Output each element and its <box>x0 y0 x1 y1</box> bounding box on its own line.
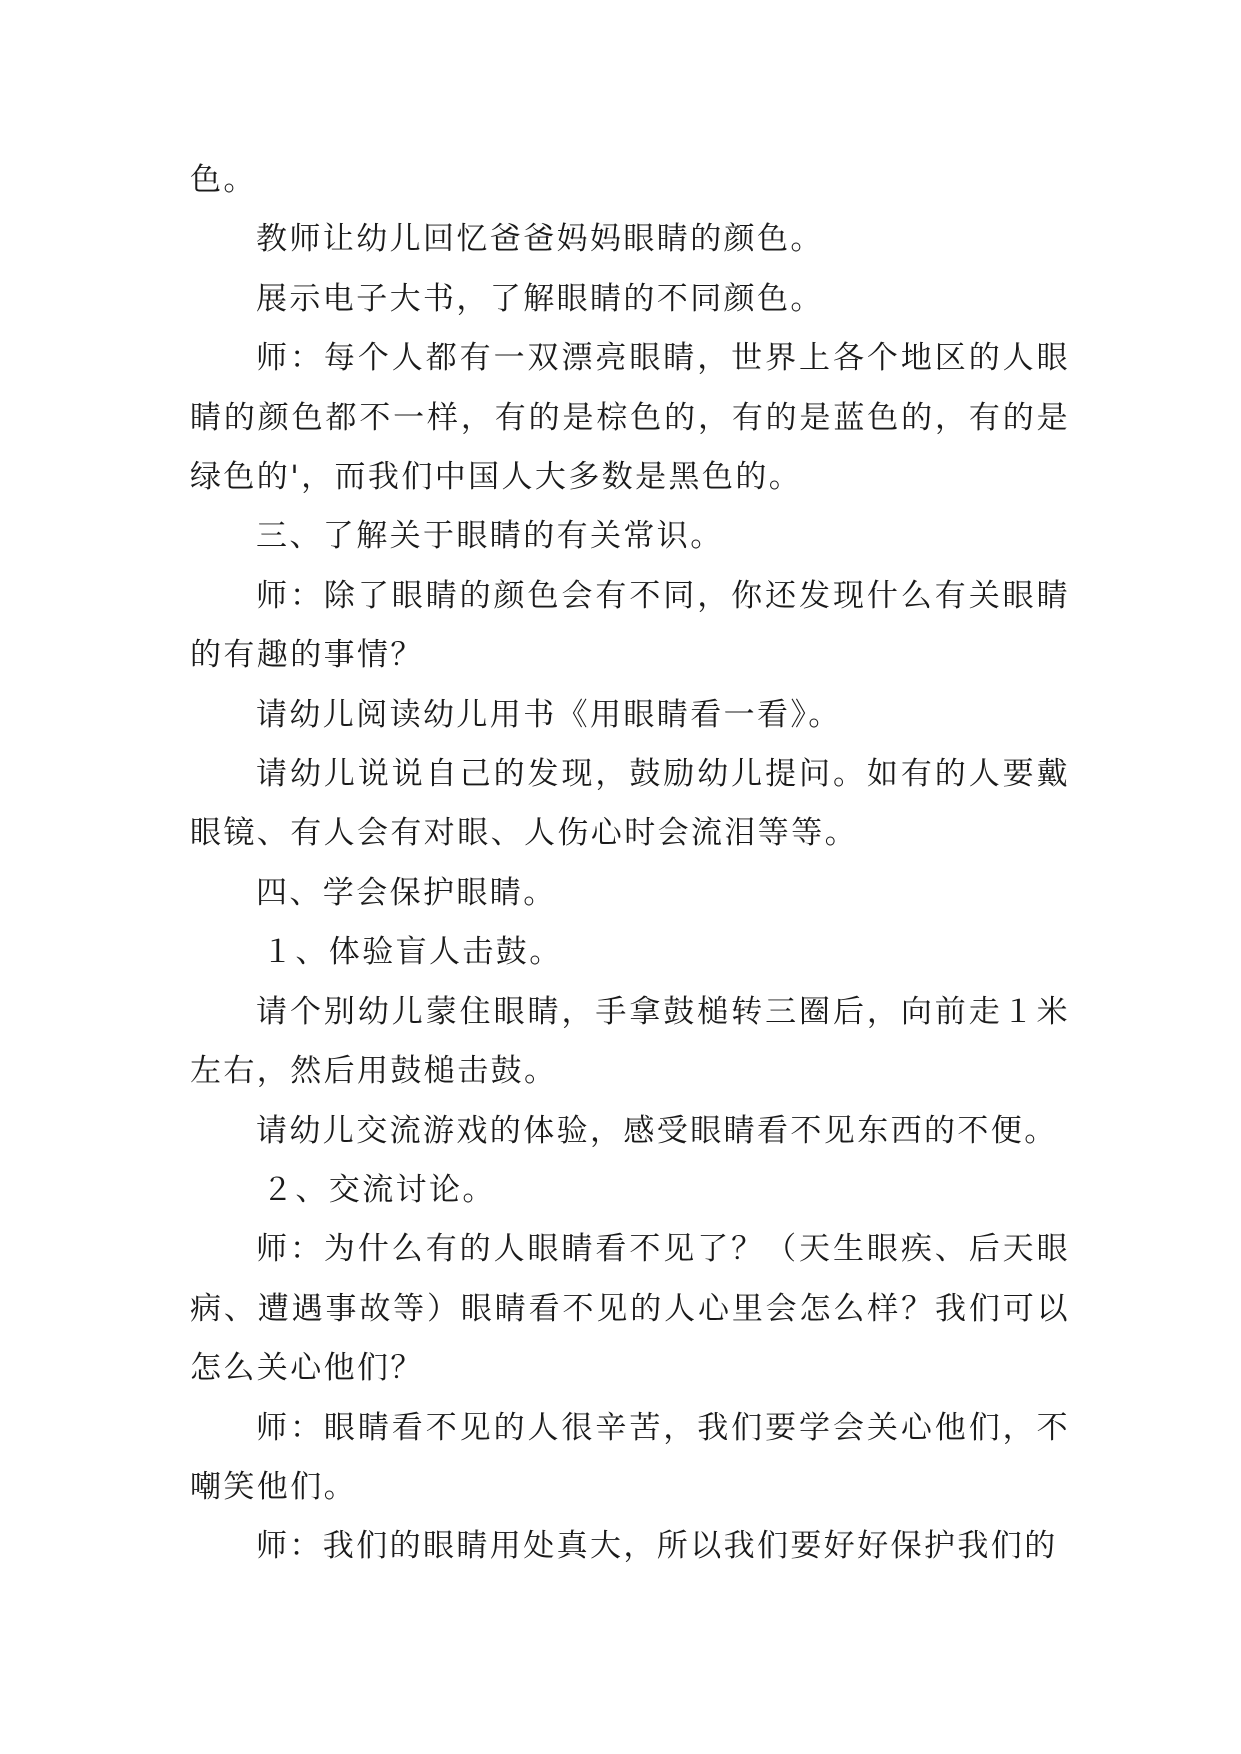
paragraph: 师：每个人都有一双漂亮眼睛，世界上各个地区的人眼睛的颜色都不一样，有的是棕色的，有的是蓝色的，有的是绿色的'，而我们中国人大多数是黑色的。 <box>190 340 1070 496</box>
subsection-heading: ２、交流讨论。 <box>262 1171 496 1208</box>
paragraph: 色。 <box>190 162 257 198</box>
paragraph: 请幼儿交流游戏的体验，感受眼睛看不见东西的不便。 <box>256 1112 1058 1149</box>
document-body <box>190 151 1070 1577</box>
section-heading: 三、了解关于眼睛的有关常识。 <box>256 518 724 555</box>
paragraph: 师：眼睛看不见的人很辛苦，我们要学会关心他们，不嘲笑他们。 <box>190 1409 1070 1505</box>
paragraph: 请幼儿阅读幼儿用书《用眼睛看一看》。 <box>256 696 842 733</box>
paragraph: 展示电子大书，了解眼睛的不同颜色。 <box>256 280 824 317</box>
paragraph: 师：为什么有的人眼睛看不见了？（天生眼疾、后天眼病、遭遇事故等）眼睛看不见的人心里会怎么样？我们可以怎么关心他们？ <box>190 1231 1070 1387</box>
paragraph: 请幼儿说说自己的发现，鼓励幼儿提问。如有的人要戴眼镜、有人会有对眼、人伤心时会流泪等等。 <box>190 756 1070 852</box>
subsection-heading: １、体验盲人击鼓。 <box>262 934 563 971</box>
paragraph: 请个别幼儿蒙住眼睛，手拿鼓槌转三圈后，向前走１米左右，然后用鼓槌击鼓。 <box>190 993 1070 1090</box>
section-heading: 四、学会保护眼睛。 <box>256 874 557 911</box>
paragraph: 师：我们的眼睛用处真大，所以我们要好好保护我们的 <box>256 1528 1058 1565</box>
paragraph: 师：除了眼睛的颜色会有不同，你还发现什么有关眼睛的有趣的事情？ <box>190 577 1070 674</box>
paragraph: 教师让幼儿回忆爸爸妈妈眼睛的颜色。 <box>256 221 824 258</box>
